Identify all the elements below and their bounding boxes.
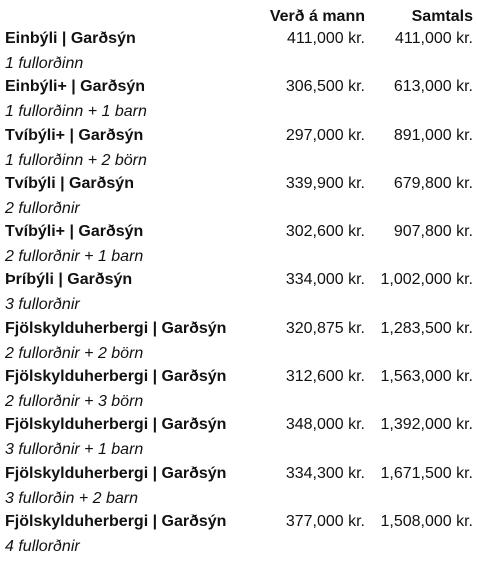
guest-composition: 2 fullorðnir (5, 199, 80, 217)
room-name: Fjölskylduherbergi | Garðsýn (5, 368, 227, 386)
table-row (5, 416, 473, 464)
guest-composition: 1 fullorðinn + 1 barn (5, 103, 147, 121)
price-total: 679,800 kr. (393, 174, 473, 192)
per-person-header: Verð á mann (269, 8, 365, 25)
total-header: Samtals (411, 8, 473, 25)
room-name: Einbýli+ | Garðsýn (5, 78, 146, 96)
price-total: 613,000 kr. (393, 78, 473, 96)
room-name: Tvíbýli | Garðsýn (5, 174, 134, 192)
price-total: 411,000 kr. (395, 30, 473, 47)
table-header (5, 8, 473, 30)
table-row (5, 30, 473, 78)
price-per-person: 306,500 kr. (285, 78, 365, 96)
guest-composition: 1 fullorðinn (5, 55, 84, 72)
room-name: Tvíbýli+ | Garðsýn (5, 223, 144, 241)
room-name: Fjölskylduherbergi | Garðsýn (5, 416, 227, 434)
price-per-person: 320,875 kr. (285, 319, 365, 337)
table-row (5, 78, 473, 126)
room-name: Þríbýli | Garðsýn (5, 271, 133, 289)
table-row (5, 175, 473, 223)
price-table (5, 8, 473, 561)
table-row (5, 368, 473, 416)
table-row (5, 223, 473, 271)
price-total: 1,002,000 kr. (380, 271, 473, 289)
price-per-person: 377,000 kr. (285, 512, 365, 530)
price-total: 1,563,000 kr. (380, 368, 473, 386)
table-row (5, 513, 473, 561)
price-per-person: 297,000 kr. (285, 126, 365, 144)
price-total: 891,000 kr. (393, 126, 473, 144)
room-name: Fjölskylduherbergi | Garðsýn (5, 319, 227, 337)
table-row (5, 271, 473, 319)
price-total: 1,392,000 kr. (380, 416, 473, 434)
guest-composition: 2 fullorðnir + 2 börn (5, 344, 144, 362)
room-name: Fjölskylduherbergi | Garðsýn (5, 512, 227, 530)
guest-composition: 4 fullorðnir (5, 537, 80, 555)
guest-composition: 3 fullorðnir + 1 barn (5, 441, 144, 459)
table-row (5, 127, 473, 175)
price-per-person: 334,300 kr. (285, 464, 365, 482)
price-total: 907,800 kr. (393, 223, 473, 241)
price-total: 1,283,500 kr. (380, 319, 473, 337)
price-per-person: 312,600 kr. (285, 368, 365, 386)
price-per-person: 411,000 kr. (287, 30, 365, 47)
room-name: Fjölskylduherbergi | Garðsýn (5, 464, 227, 482)
table-row (5, 465, 473, 513)
price-total: 1,671,500 kr. (380, 464, 473, 482)
guest-composition: 3 fullorðnir (5, 296, 80, 314)
price-per-person: 348,000 kr. (285, 416, 365, 434)
guest-composition: 2 fullorðnir + 1 barn (5, 248, 144, 266)
table-row (5, 320, 473, 368)
price-per-person: 302,600 kr. (285, 223, 365, 241)
price-per-person: 334,000 kr. (285, 271, 365, 289)
guest-composition: 1 fullorðinn + 2 börn (5, 151, 147, 169)
room-name: Tvíbýli+ | Garðsýn (5, 126, 144, 144)
room-name: Einbýli | Garðsýn (5, 30, 136, 47)
guest-composition: 3 fullorðin + 2 barn (5, 489, 138, 507)
guest-composition: 2 fullorðnir + 3 börn (5, 393, 144, 411)
price-per-person: 339,900 kr. (285, 174, 365, 192)
price-total: 1,508,000 kr. (380, 512, 473, 530)
